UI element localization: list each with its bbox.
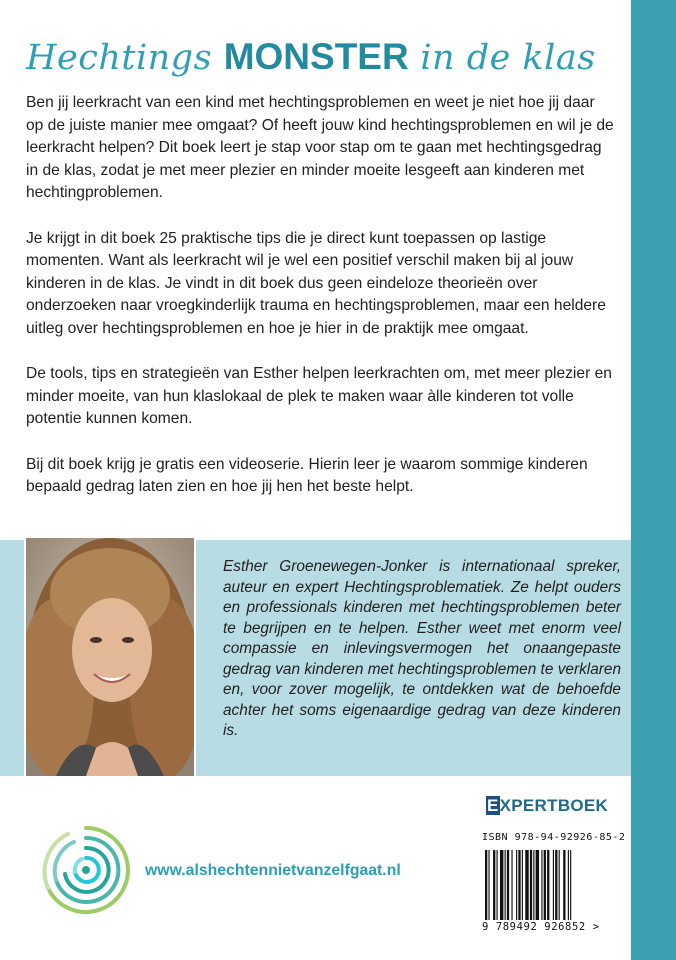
- blurb-paragraph: Bij dit boek krijg je gratis een videoserie. Hierin leer je waarom sommige kinderen bepaald gedrag laten zien en hoe jij hen het beste helpt.: [26, 455, 588, 495]
- blurb-paragraph: De tools, tips en strategieën van Esther helpen leerkrachten om, met meer plezier en minder moeite, van hun klaslokaal de plek te maken waar àlle kinderen tot volle potentie kunnen komen.: [26, 365, 612, 427]
- publisher-prefix: E: [487, 796, 499, 815]
- author-bio: Esther Groenewegen-Jonker is internationaal spreker, auteur en expert Hechtingsproblematiek. Ze helpt ouders en professionals kinderen met hechtingsproblemen beter te begrijpen en te helpen. Esther weet met enorm veel compassie en inlevingsvermogen het onaangepaste gedrag van kinderen met hechtingsproblemen te verklaren en, voor zover mogelijk, te ontdekken wat de behoefde achter het soms eigenaardige gedrag van deze kinderen is.: [223, 558, 621, 739]
- website-link[interactable]: www.alshechtennietvanzelfgaat.nl: [145, 862, 401, 879]
- isbn-label: ISBN 978-94-92926-85-2: [482, 832, 626, 843]
- book-spine: [631, 0, 676, 960]
- publisher-name: XPERTBOEK: [499, 796, 609, 815]
- spiral-logo-icon: [38, 822, 134, 918]
- title-part-monster: MONSTER: [223, 36, 409, 77]
- title-part-in-de-klas: in de klas: [420, 38, 596, 78]
- title-part-hechtings: Hechtings: [26, 38, 213, 78]
- blurb: [26, 92, 616, 522]
- blurb-paragraph: Ben jij leerkracht van een kind met hechtingsproblemen en weet je niet hoe jij daar op de juiste manier mee omgaat? Of heeft jouw kind hechtingsproblemen en wil je de leerkracht helpen? Dit boek leert je stap voor stap om te gaan met hechtingsgedrag in de klas, zodat je met meer plezier en minder moeite lesgeeft aan kinderen met hechtingproblemen.: [26, 94, 614, 201]
- blurb-paragraph: Je krijgt in dit boek 25 praktische tips die je direct kunt toepassen op lastige momenten. Want als leerkracht wil je wel een positief verschil maken bij al jouw kinderen in de klas. Je vindt in dit boek dus geen eindeloze theorieën over onderzoeken naar vroegkinderlijk trauma en hechtingsproblemen, maar een heldere uitleg over hechtingsproblemen en hoe je hier in de praktijk mee omgaat.: [26, 229, 606, 337]
- barcode-digits: 9 789492 926852 >: [481, 921, 622, 933]
- book-title: [26, 36, 626, 78]
- author-photo: [24, 536, 196, 778]
- publisher-logo: [486, 796, 608, 816]
